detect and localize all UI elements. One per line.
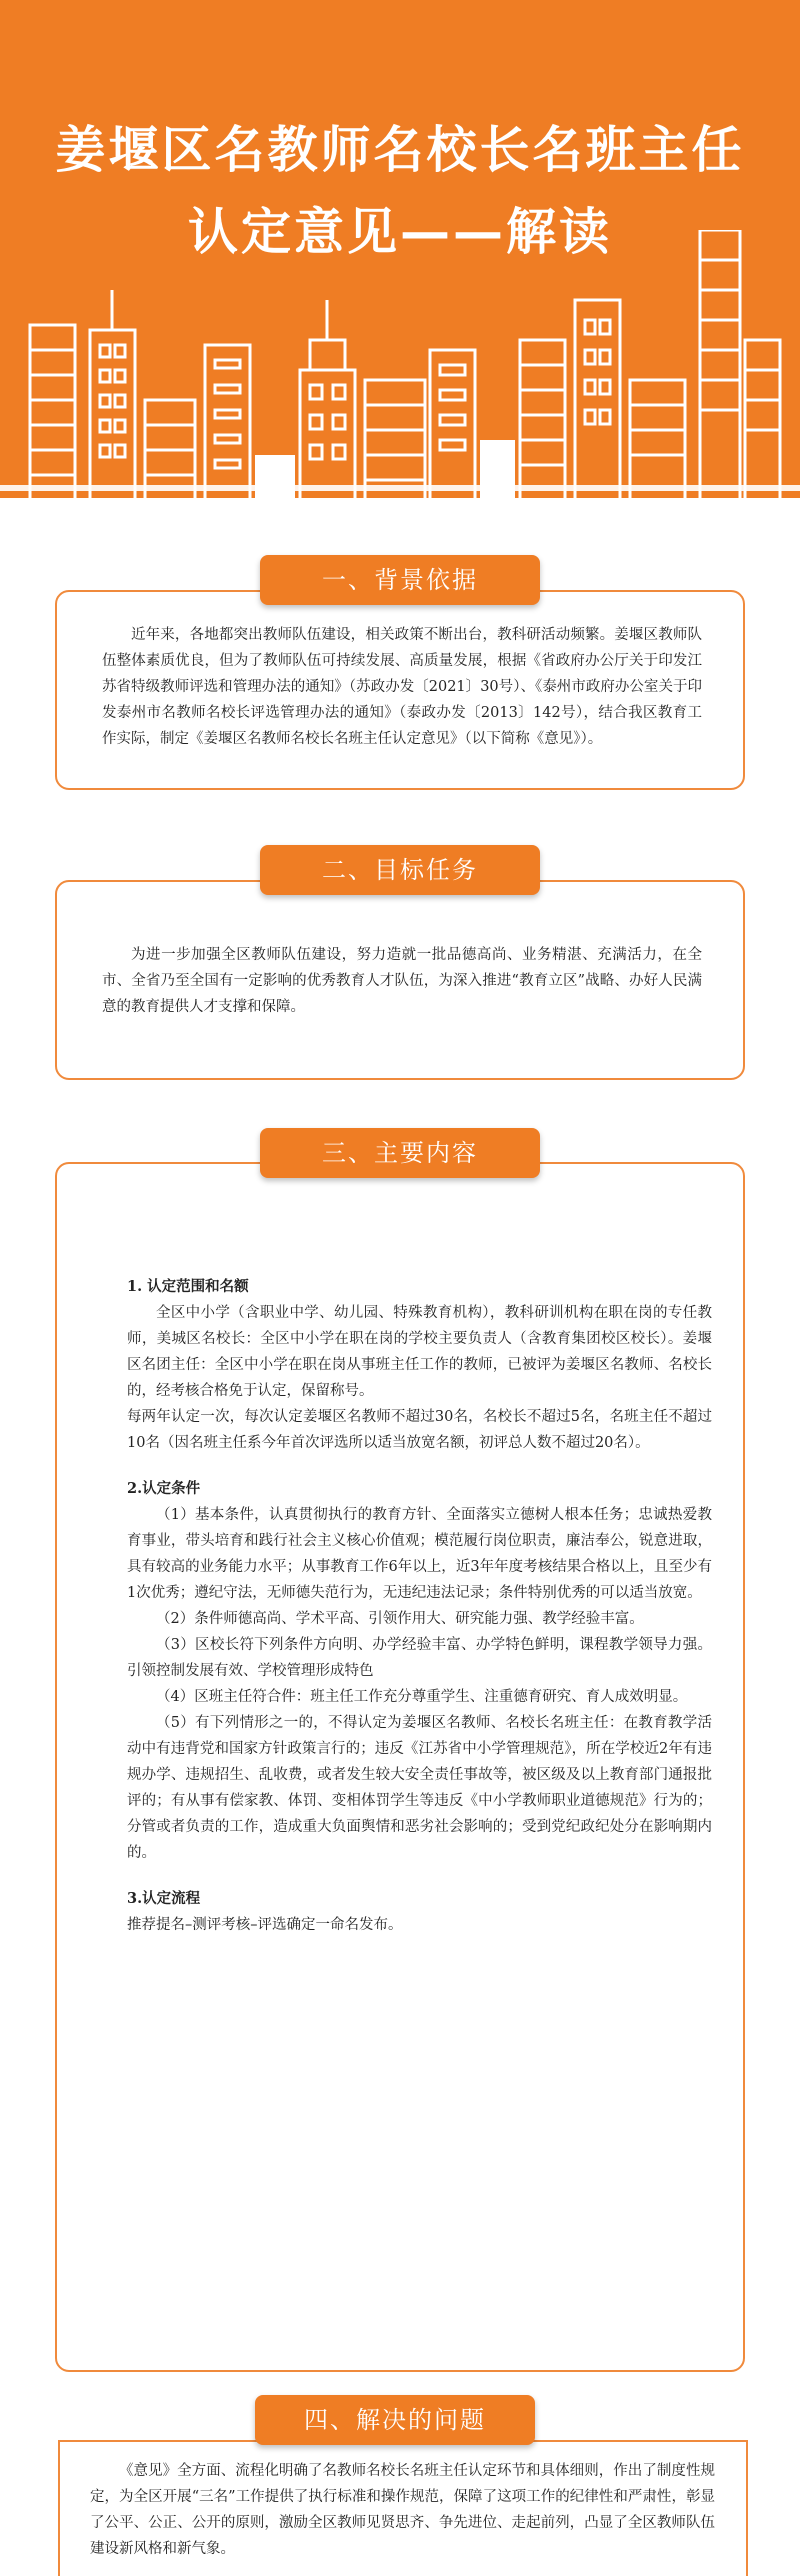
condition-class-teacher: （4）区班主任符合件：班主任工作充分尊重学生、注重德育研究、育人成效明显。 xyxy=(156,1689,688,1705)
main-content-section xyxy=(55,1162,745,2372)
page-title-line2: 认定意见——解读 xyxy=(188,203,612,261)
condition-principal: （3）区校长符下列条件方向明、办学经验丰富、办学特色鲜明，课程教学领导力强。引领控制发展有效、学校管理形成特色 xyxy=(127,1637,712,1679)
background-section xyxy=(55,590,745,790)
process-paragraph: 推荐提名–测评考核–评选确定一命名发布。 xyxy=(127,1917,403,1933)
solved-issues-paragraph: 《意见》全方面、流程化明确了名教师名校长名班主任认定环节和具体细则，作出了制度性规定，为全区开展“三名”工作提供了执行标准和操作规范，保障了这项工作的纪律性和严肃性，彰显了公平、公正、公开的原则，激励全区教师见贤思齐、争先进位、走起前列，凸显了全区教师队伍建设新风格和新气象。 xyxy=(90,2463,715,2557)
condition-teacher: （2）条件师德高尚、学术平高、引领作用大、研究能力强、教学经验丰富。 xyxy=(156,1611,644,1627)
background-paragraph: 近年来，各地都突出教师队伍建设，相关政策不断出台，教科研活动频繁。姜堰区教师队伍整体素质优良，但为了教师队伍可持续发展、高质量发展，根据《省政府办公厅关于印发江苏省特级教师评选和管理办法的通知》（苏政办发〔2021〕30号）、《泰州市政府办公室关于印发泰州市名教师名校长评选管理办法的通知》（泰政办发〔2013〕142号），结合我区教育工作实际，制定《姜堰区名教师名校长名班主任认定意见》（以下简称《意见》）。 xyxy=(102,627,702,747)
goals-paragraph: 为进一步加强全区教师队伍建设，努力造就一批品德高尚、业务精湛、充满活力，在全市、全省乃至全国有一定影响的优秀教育人才队伍，为深入推进“教育立区”战略、办好人民满意的教育提供人才支撑和保障。 xyxy=(102,947,702,1015)
tab-background: 一、背景依据 xyxy=(260,555,540,605)
condition-exclusions: （5）有下列情形之一的，不得认定为姜堰区名教师、名校长名班主任：在教育教学活动中有违背党和国家方针政策言行的；违反《江苏省中小学管理规范》，所在学校近2年有违规办学、违规招生、乱收费，或者发生较大安全责任事故等，被区级及以上教育部门通报批评的；有从事有偿家教、体罚、变相体罚学生等违反《中小学教师职业道德规范》行为的；分管或者负责的工作，造成重大负面舆情和恶劣社会影响的；受到党纪政纪处分在影响期内的。 xyxy=(127,1715,712,1861)
tab-solved-issues: 四、解决的问题 xyxy=(255,2395,535,2445)
tab-main-content: 三、主要内容 xyxy=(260,1128,540,1178)
page-title-line1: 姜堰区名教师名校长名班主任 xyxy=(55,121,745,179)
scope-paragraph: 全区中小学（含职业中学、幼儿园、特殊教育机构），教科研训机构在职在岗的专任教师，美城区名校长：全区中小学在职在岗的学校主要负责人（含教育集团校区校长）。姜堰区名团主任：全区中小学在职在岗从事班主任工作的教师，已被评为姜堰区名教师、名校长的，经考核合格免于认定，保留称号。 xyxy=(127,1305,712,1399)
process-heading: 3.认定流程 xyxy=(127,1890,201,1907)
quota-paragraph: 每两年认定一次，每次认定姜堰区名教师不超过30名，名校长不超过5名，名班主任不超过10名（因名班主任系今年首次评选所以适当放宽名额，初评总人数不超过20名）。 xyxy=(127,1409,712,1451)
conditions-heading: 2.认定条件 xyxy=(127,1480,201,1497)
hero-base-strip xyxy=(0,498,800,520)
scope-heading: 1. 认定范围和名额 xyxy=(127,1278,249,1295)
solved-issues-section xyxy=(58,2440,748,2576)
city-skyline-illustration xyxy=(0,230,800,520)
tab-goals: 二、目标任务 xyxy=(260,845,540,895)
condition-basic: （1）基本条件，认真贯彻执行的教育方针、全面落实立德树人根本任务；忠诚热爱教育事业，带头培育和践行社会主义核心价值观；模范履行岗位职责，廉洁奉公，锐意进取，具有较高的业务能力水平；从事教育工作6年以上，近3年年度考核结果合格以上，且至少有1次优秀；遵纪守法，无师德失范行为，无违纪违法记录；条件特别优秀的可以适当放宽。 xyxy=(127,1507,712,1601)
hero-banner xyxy=(0,0,800,520)
goals-section xyxy=(55,880,745,1080)
